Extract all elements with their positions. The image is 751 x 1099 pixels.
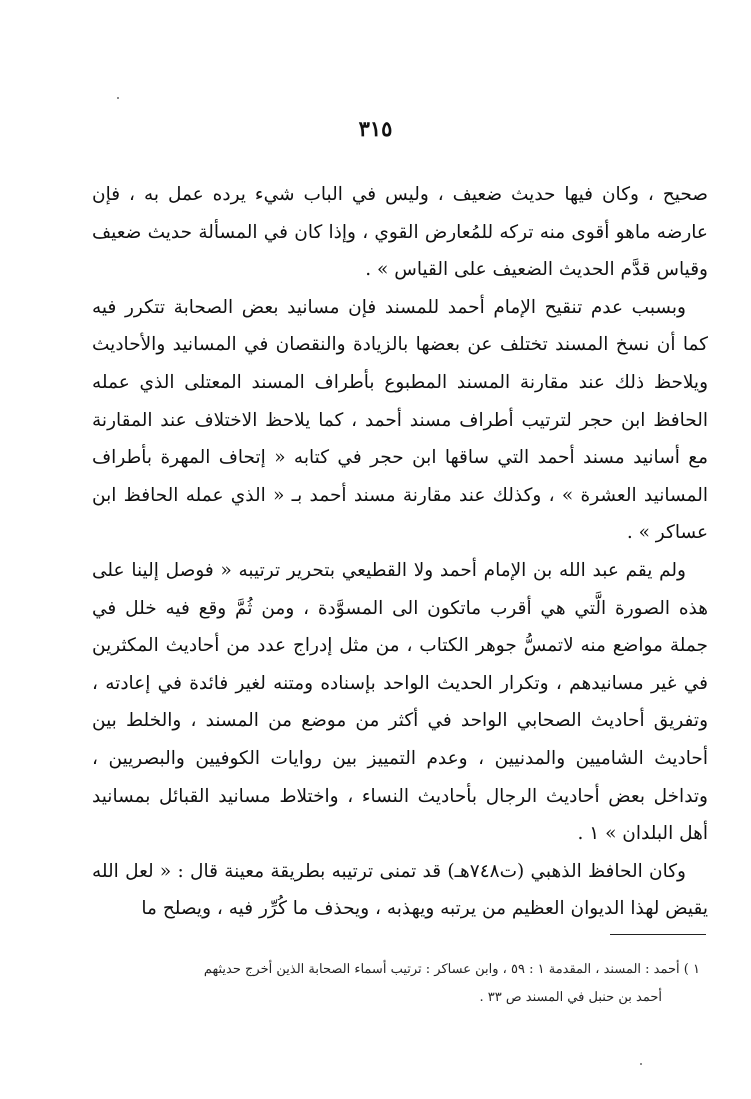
footnotes [80,956,700,1012]
text-line: وبسبب عدم تنقيح الإمام أحمد للمسند فإن مسانيد بعض الصحابة تتكرر فيه [92,296,686,318]
text-line: كما أن نسخ المسند تختلف عن بعضها بالزيادة والنقصان في المسانيد والأحاديث [92,334,708,356]
text-line: ولم يقم عبد الله بن الإمام أحمد ولا القطيعي بتحرير ترتيبه « فوصل إلينا [131,559,686,581]
paragraph-1 [92,176,708,289]
text-line: مع أسانيد مسند أحمد التي ساقها ابن حجر في كتابه « إتحاف المهرة بأطراف [92,447,708,469]
text-line: المسانيد العشرة » ، وكذلك عند مقارنة مسند أحمد بـ « الذي عمله الحافظ ابن [92,484,708,506]
paragraph-4 [92,853,708,928]
scan-speck [117,97,119,99]
footnote-divider [610,934,706,935]
text-line: قدَّم الحديث الضعيف على القياس » . [365,259,651,281]
text-line: وكان الحافظ الذهبي (ت٧٤٨هـ) قد تمنى ترتيبه بطريقة معينة قال : « لعل [125,860,686,882]
text-line: وتفريق أحاديث الصحابي الواحد في أكثر من موضع من المسند ، والخلط بين [92,710,708,732]
text-line: الحافظ ابن حجر لترتيب أطراف مسند أحمد ، كما يلاحظ الاختلاف عند المقارنة [92,409,708,431]
scan-speck [640,1063,642,1065]
paragraph-2 [92,289,708,552]
page-number: ٣١٥ [358,116,393,141]
footnote-1-continuation: أحمد بن حنبل في المسند ص ٣٣ . [479,990,662,1005]
text-line: في غير مسانيدهم ، وتكرار الحديث الواحد بإسناده ومتنه لغير فائدة في إعادته ، [92,672,708,694]
text-line: ماهو أقوى منه تركه للمُعارض القوي ، وإذا كان في المسألة حديث ضعيف وقياس [92,221,708,281]
text-line: صحيح ، وكان فيها حديث ضعيف ، وليس في الباب شيء يرده عمل به ، فإن عارضه [92,184,708,243]
text-line: الله يقيض لهذا الديوان العظيم من يرتبه ويهذبه ، ويحذف ما كُرِّر فيه ، ويصلح ما [92,860,708,920]
text-line: أهل البلدان » ١ . [577,823,708,845]
text-line: أحاديث الشاميين والمدنيين ، وعدم التمييز بين روايات الكوفيين والبصريين ، [92,747,708,769]
text-line: جملة مواضع منه لاتمسُّ جوهر الكتاب ، من مثل إدراج عدد من أحاديث المكثرين [92,635,708,657]
text-line: ويلاحظ ذلك عند مقارنة المسند المطبوع بأطراف المسند المعتلى الذي عمله [92,371,708,393]
footnote-1: ١ ) أحمد : المسند ، المقدمة ١ : ٥٩ ، وابن عساكر : ترتيب أسماء الصحابة الذين أخرج حديثهم [203,962,700,977]
paragraph-3 [92,552,708,853]
text-line: على هذه الصورة الَّتي هي أقرب ماتكون الى المسوَّدة ، ومن ثُمَّ وقع فيه خلل في [92,559,708,619]
text-line: عساكر » . [626,522,708,544]
text-line: وتداخل بعض أحاديث الرجال بأحاديث النساء ، واختلاط مسانيد القبائل بمسانيد [92,785,708,807]
main-text [92,176,708,928]
